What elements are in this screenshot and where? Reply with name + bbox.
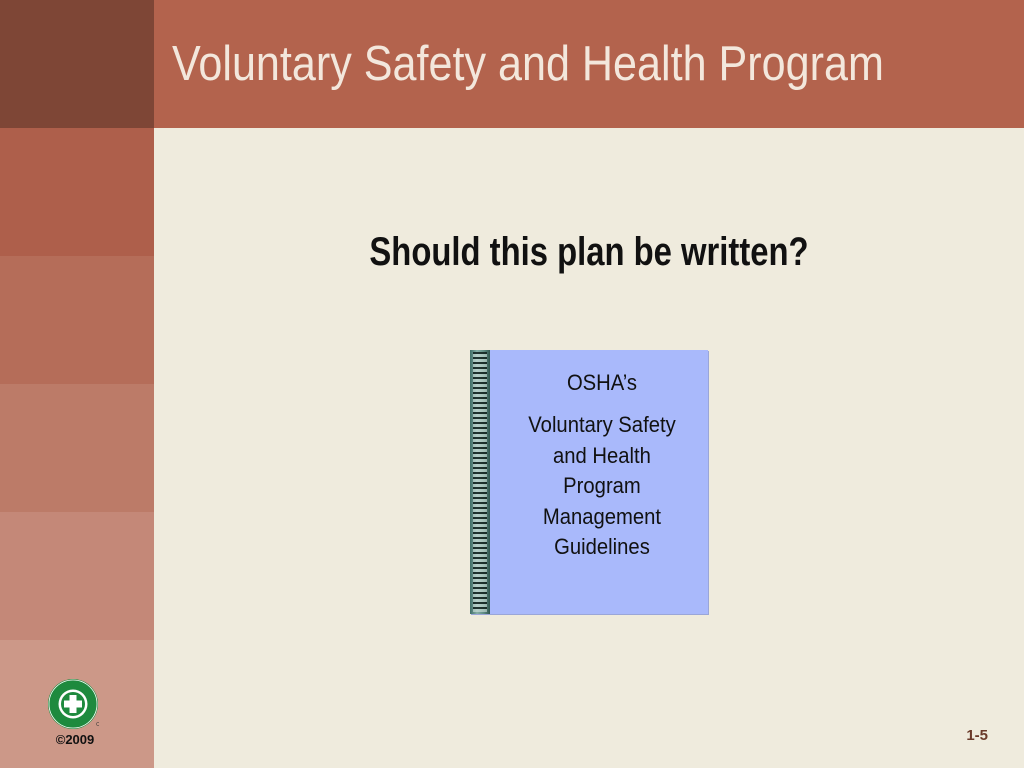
sidebar-block-2 — [0, 128, 154, 256]
sidebar-block-3 — [0, 256, 154, 384]
sidebar-block-4 — [0, 384, 154, 512]
copyright-text: ©2009 — [55, 732, 95, 747]
guidelines-book — [470, 350, 708, 614]
book-subtitle: OSHA’s — [566, 370, 638, 395]
sidebar-color-blocks — [0, 0, 154, 768]
book-title: Voluntary Safety and Health Program Management Guidelines — [528, 412, 676, 559]
slide-question: Should this plan be written? — [369, 230, 809, 274]
title-bar — [154, 0, 1024, 128]
sidebar-block-5 — [0, 512, 154, 640]
sidebar-block-1 — [0, 0, 154, 128]
book-spiral-binding — [470, 350, 490, 614]
book-cover-text — [496, 350, 708, 563]
national-safety-council-logo — [47, 678, 99, 730]
page-number: 1-5 — [966, 727, 988, 744]
slide-title: Voluntary Safety and Health Program — [172, 37, 884, 91]
